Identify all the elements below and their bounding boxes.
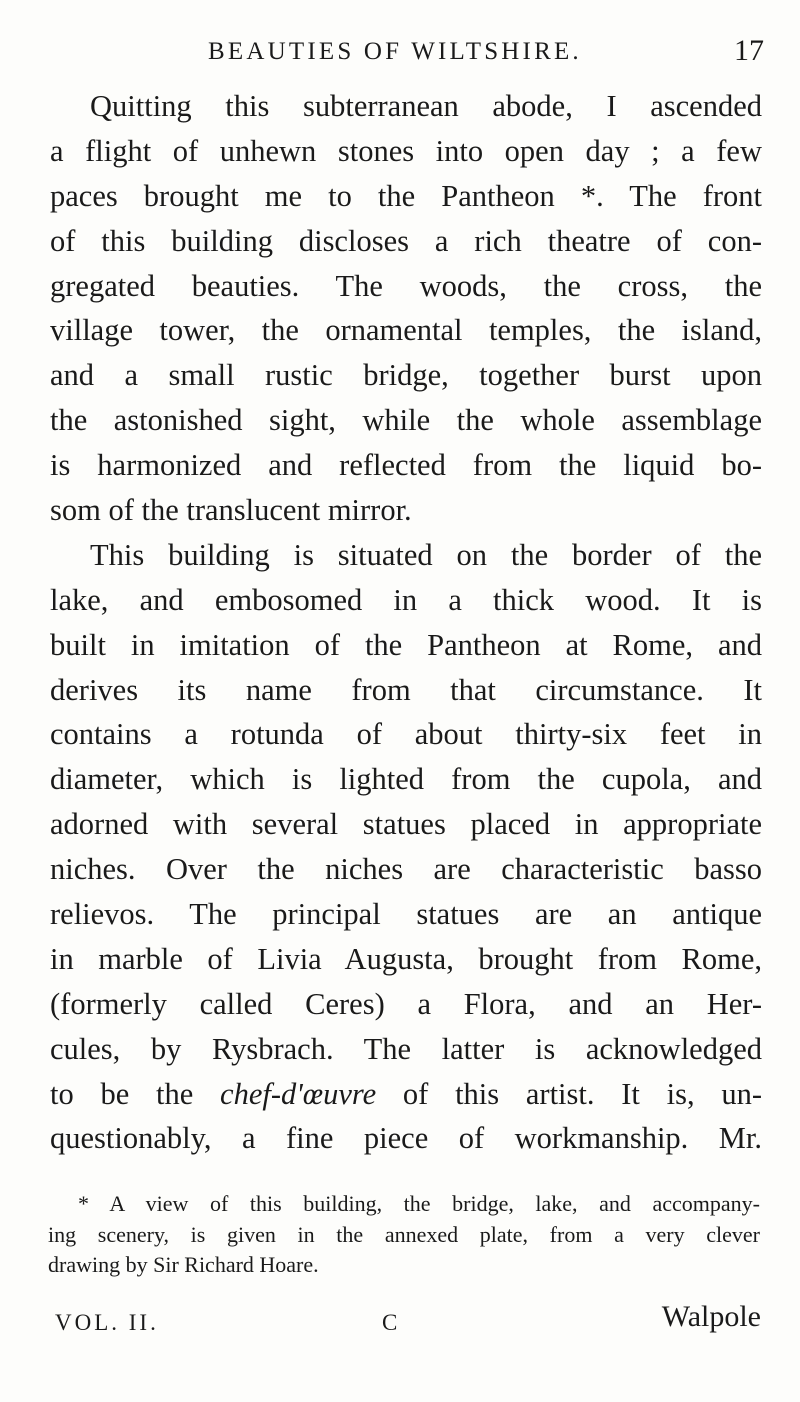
text-line: in marble of Livia Augusta, brought from Rome, bbox=[50, 941, 762, 976]
footnote-line: * A view of this building, the bridge, lake, and accompany- bbox=[78, 1191, 760, 1216]
text-line: derives its name from that circumstance. It bbox=[50, 672, 762, 707]
text-line: adorned with several statues placed in appropriate bbox=[50, 807, 762, 842]
text-fragment: to be the bbox=[50, 1076, 221, 1111]
text-line: village tower, the ornamental temples, the island, bbox=[50, 313, 762, 348]
text-line: som of the translucent mirror. bbox=[50, 493, 412, 528]
text-line: cules, by Rysbrach. The latter is acknowledged bbox=[50, 1031, 762, 1066]
text-line: questionably, a fine piece of workmanship. Mr. bbox=[50, 1121, 762, 1156]
signature-mark: C bbox=[382, 1310, 398, 1335]
footnote-line: drawing by Sir Richard Hoare. bbox=[48, 1252, 319, 1277]
page-number: 17 bbox=[734, 34, 764, 67]
text-line: Quitting this subterranean abode, I ascended bbox=[90, 89, 762, 123]
text-line: diameter, which is lighted from the cupola, and bbox=[50, 762, 762, 797]
footnote-line: ing scenery, is given in the annexed plate, from a very clever bbox=[48, 1221, 760, 1247]
text-line: a flight of unhewn stones into open day ; a few bbox=[50, 133, 762, 168]
page-footer bbox=[55, 1298, 761, 1342]
text-line: paces brought me to the Pantheon *. The front bbox=[50, 178, 762, 213]
running-head bbox=[48, 32, 764, 72]
text-line: This building is situated on the border of the bbox=[90, 537, 762, 572]
text-line: the astonished sight, while the whole assemblage bbox=[50, 403, 762, 438]
text-line: niches. Over the niches are characteristic basso bbox=[50, 852, 762, 887]
catchword: Walpole bbox=[661, 1300, 761, 1333]
text-line-with-italic bbox=[50, 1072, 762, 1117]
running-title: BEAUTIES OF WILTSHIRE. bbox=[208, 38, 582, 65]
text-fragment: of this artist. It is, un- bbox=[376, 1076, 763, 1111]
volume-marker: VOL. II. bbox=[55, 1310, 159, 1335]
footnote bbox=[48, 1189, 760, 1281]
text-line: of this building discloses a rich theatre of con- bbox=[50, 223, 762, 258]
italic-phrase: chef-d'œuvre bbox=[220, 1076, 377, 1111]
text-line: (formerly called Ceres) a Flora, and an Her- bbox=[50, 986, 762, 1021]
text-line: is harmonized and reflected from the liquid bo- bbox=[50, 448, 762, 483]
text-line: contains a rotunda of about thirty-six feet in bbox=[50, 717, 762, 752]
text-line: lake, and embosomed in a thick wood. It is bbox=[50, 582, 762, 617]
text-line: relievos. The principal statues are an antique bbox=[50, 897, 762, 932]
text-line: built in imitation of the Pantheon at Rome, and bbox=[50, 627, 762, 662]
text-line: gregated beauties. The woods, the cross, the bbox=[50, 268, 762, 303]
body-text bbox=[50, 84, 762, 1161]
text-line: and a small rustic bridge, together burst upon bbox=[50, 358, 762, 393]
